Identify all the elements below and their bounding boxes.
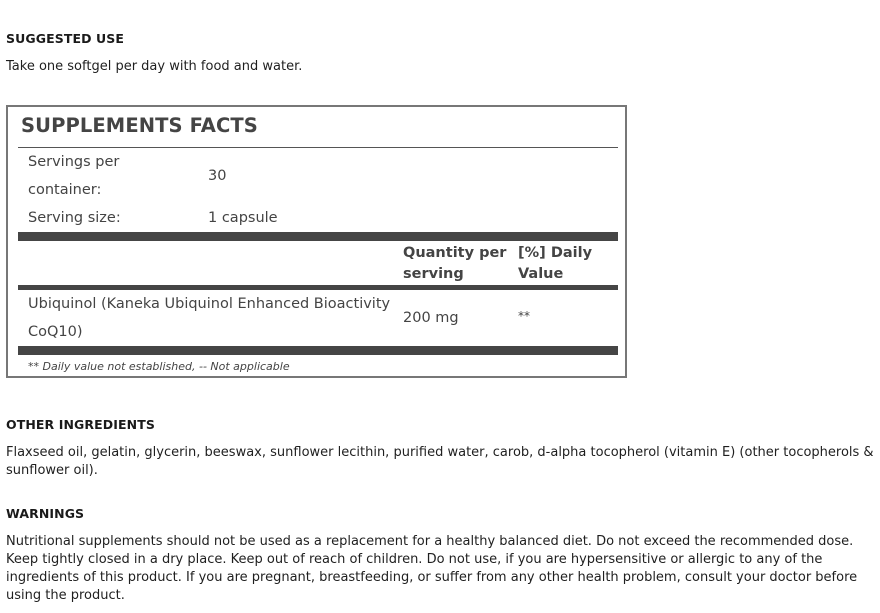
warnings-line4: using the product. [6, 588, 125, 603]
serving-size-value: 1 capsule [208, 210, 278, 226]
col-daily-line1: [%] Daily [518, 245, 593, 261]
serving-size-label: Serving size: [28, 210, 121, 226]
other-ingredients-line1: Flaxseed oil, gelatin, glycerin, beeswax, sunflower lecithin, purified water, carob, d-alpha tocopherol (vitamin E) (other tocopherols & [6, 445, 874, 460]
ingredient-quantity: 200 mg [403, 310, 459, 326]
suggested-use-heading: SUGGESTED USE [6, 31, 124, 46]
ingredient-name-line2: CoQ10) [28, 324, 83, 340]
ingredient-daily-value: ** [518, 309, 530, 323]
servings-label-line2: container: [28, 182, 102, 198]
warnings-line2: Keep tightly closed in a dry place. Keep out of reach of children. Do not use, if you are hypersensitive or allergic to any of the [6, 552, 823, 567]
col-daily-line2: Value [518, 266, 564, 282]
supplement-facts-title: SUPPLEMENTS FACTS [21, 114, 258, 137]
col-quantity-line2: serving [403, 266, 464, 282]
supplement-facts-panel [6, 105, 627, 378]
other-ingredients-heading: OTHER INGREDIENTS [6, 417, 155, 432]
header-thick-divider [18, 232, 618, 241]
col-quantity-line1: Quantity per [403, 245, 507, 261]
other-ingredients-line2: sunflower oil). [6, 463, 98, 478]
servings-label-line1: Servings per [28, 154, 120, 170]
warnings-heading: WARNINGS [6, 506, 85, 521]
footer-thick-divider [18, 346, 618, 355]
suggested-use-text: Take one softgel per day with food and water. [6, 59, 303, 74]
facts-footnote: ** Daily value not established, -- Not applicable [28, 360, 290, 373]
warnings-line1: Nutritional supplements should not be used as a replacement for a healthy balanced diet. Do not exceed the recommended dose. [6, 534, 854, 549]
servings-value: 30 [208, 168, 227, 184]
warnings-line3: ingredients of this product. If you are pregnant, breastfeeding, or suffer from any other health problem, consult your doctor before [6, 570, 858, 585]
ingredient-name-line1: Ubiquinol (Kaneka Ubiquinol Enhanced Bioactivity [28, 296, 391, 312]
